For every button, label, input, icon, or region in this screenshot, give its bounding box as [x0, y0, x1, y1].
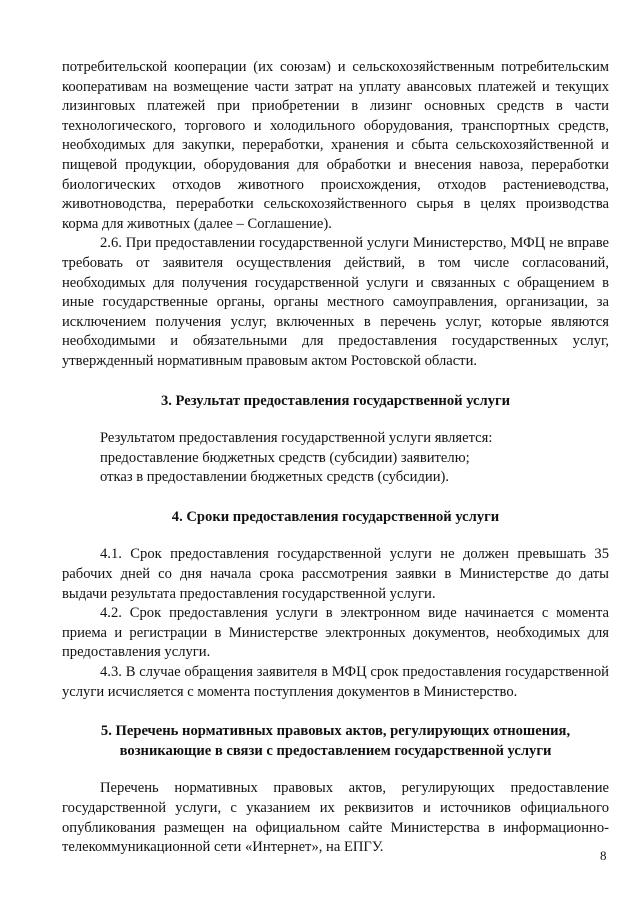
paragraph-4-3: 4.3. В случае обращения заявителя в МФЦ срок предоставления государственной услуги исчисляется с момента поступления документов в Министерство.: [62, 664, 609, 700]
continuation-paragraph: потребительской кооперации (их союзам) и сельскохозяйственным потребительским кооперативам на возмещение части затрат на уплату авансовых платежей и текущих лизинговых платежей при приобретении в лизинг основных средств в части технологического, торгового и холодильного оборудования, транспортных средств, необходимых для закупки, переработки, хранения и сбыта сельскохозяйственной и пищевой продукции, оборудования для обработки и внесения навоза, переработки биологических отходов животного происхождения, отходов растениеводства, животноводства, переработки сельскохозяйственного сырья в целях производства корма для животных (далее – Соглашение).: [62, 59, 609, 232]
result-intro: Результатом предоставления государственной услуги является:: [100, 430, 493, 447]
paragraph-2-6: 2.6. При предоставлении государственной услуги Министерство, МФЦ не вправе требовать от заявителя осуществления действий, в том числе согласований, необходимых для получения государственной услуги и связанных с обращением в иные государственные органы, органы местного самоуправления, организации, за исключением получения услуг, включенных в перечень услуг, которые являются необходимыми и обязательными для предоставления государственных услуг, утвержденный нормативным правовым актом Ростовской области.: [62, 235, 609, 369]
result-option-refusal: отказ в предоставлении бюджетных средств (субсидии).: [100, 469, 450, 486]
section-3-result-list: [62, 429, 609, 488]
section-3-heading: 3. Результат предоставления государственной услуги: [160, 392, 511, 409]
section-5-heading-line-2: возникающие в связи с предоставлением государственной услуги: [119, 742, 552, 759]
section-4-heading: 4. Сроки предоставления государственной услуги: [171, 508, 500, 525]
section-5-heading: [62, 722, 609, 761]
paragraph-5-1: Перечень нормативных правовых актов, регулирующих предоставление государственной услуги, с указанием их реквизитов и источников официального опубликования размещен на официальном сайте Министерства в информационно-телекоммуникационной сети «Интернет», на ЕПГУ.: [62, 780, 609, 856]
result-option-grant: предоставление бюджетных средств (субсидии) заявителю;: [100, 449, 470, 466]
paragraph-4-2: 4.2. Срок предоставления услуги в электронном виде начинается с момента приема и регистрации в Министерстве электронных документов, необходимых для предоставления услуги.: [62, 605, 609, 661]
document-page: [62, 58, 609, 858]
paragraph-4-1: 4.1. Срок предоставления государственной услуги не должен превышать 35 рабочих дней со дня начала срока рассмотрения заявки в Министерстве до даты выдачи результата предоставления государственной услуги.: [62, 546, 609, 602]
page-number: 8: [600, 848, 607, 863]
section-5-heading-line-1: 5. Перечень нормативных правовых актов, регулирующих отношения,: [100, 723, 571, 740]
